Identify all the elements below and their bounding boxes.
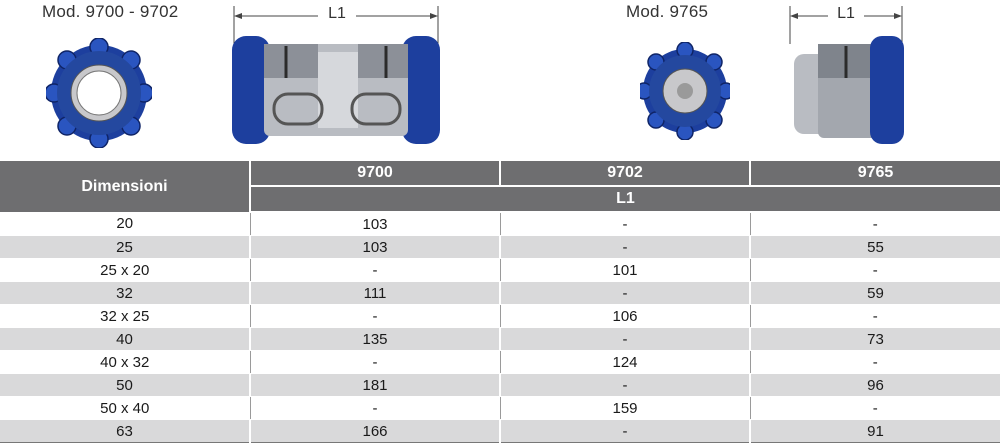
cell-9765: - <box>750 397 1000 420</box>
cell-9765: - <box>750 212 1000 236</box>
cell-9700: 103 <box>250 236 500 259</box>
header-l1: L1 <box>250 186 1000 212</box>
cell-9702: - <box>500 282 750 305</box>
cell-9765: - <box>750 259 1000 282</box>
cell-9700: - <box>250 351 500 374</box>
fitting-front-view-9700 <box>46 38 152 148</box>
table-row <box>0 420 1000 443</box>
cell-9765: 73 <box>750 328 1000 351</box>
table-row <box>0 282 1000 305</box>
cell-9765: 59 <box>750 282 1000 305</box>
model-9765-label: Mod. 9765 <box>626 2 709 21</box>
cell-dimension: 25 x 20 <box>0 259 250 282</box>
cell-9700: 181 <box>250 374 500 397</box>
table-row <box>0 374 1000 397</box>
model-9700-9702-label: Mod. 9700 - 9702 <box>42 2 179 21</box>
table-row <box>0 351 1000 374</box>
cell-dimension: 40 <box>0 328 250 351</box>
dimensions-table <box>0 161 1000 443</box>
table-row <box>0 305 1000 328</box>
fitting-side-view-9765 <box>786 4 910 152</box>
table-row <box>0 212 1000 236</box>
cell-9702: 101 <box>500 259 750 282</box>
cell-9702: - <box>500 420 750 443</box>
cell-9700: 166 <box>250 420 500 443</box>
cell-9702: - <box>500 328 750 351</box>
cell-9702: - <box>500 374 750 397</box>
table-row <box>0 259 1000 282</box>
cell-9765: - <box>750 351 1000 374</box>
cell-9702: - <box>500 236 750 259</box>
table-row <box>0 328 1000 351</box>
cell-9700: - <box>250 397 500 420</box>
cell-9700: - <box>250 305 500 328</box>
cell-dimension: 50 <box>0 374 250 397</box>
cell-9700: - <box>250 259 500 282</box>
cell-9702: 124 <box>500 351 750 374</box>
header-9702: 9702 <box>500 161 750 186</box>
cell-dimension: 50 x 40 <box>0 397 250 420</box>
cell-9765: 96 <box>750 374 1000 397</box>
product-figures <box>0 0 1000 160</box>
cell-9702: 106 <box>500 305 750 328</box>
fitting-side-view-9700 <box>226 4 452 152</box>
cell-dimension: 20 <box>0 212 250 236</box>
dimension-label-l1: L1 <box>328 5 346 22</box>
header-9700: 9700 <box>250 161 500 186</box>
cell-9700: 103 <box>250 212 500 236</box>
cell-9765: 55 <box>750 236 1000 259</box>
cell-dimension: 25 <box>0 236 250 259</box>
cell-dimension: 32 <box>0 282 250 305</box>
cell-9700: 111 <box>250 282 500 305</box>
cell-9700: 135 <box>250 328 500 351</box>
dimension-label-l1-9765: L1 <box>837 5 855 22</box>
cell-9765: - <box>750 305 1000 328</box>
table-row <box>0 397 1000 420</box>
cell-dimension: 63 <box>0 420 250 443</box>
header-9765: 9765 <box>750 161 1000 186</box>
header-dimensions: Dimensioni <box>0 161 250 212</box>
cell-9765: 91 <box>750 420 1000 443</box>
table-row <box>0 236 1000 259</box>
cell-9702: - <box>500 212 750 236</box>
cell-9702: 159 <box>500 397 750 420</box>
cell-dimension: 40 x 32 <box>0 351 250 374</box>
fitting-front-view-9765 <box>640 42 730 140</box>
cell-dimension: 32 x 25 <box>0 305 250 328</box>
